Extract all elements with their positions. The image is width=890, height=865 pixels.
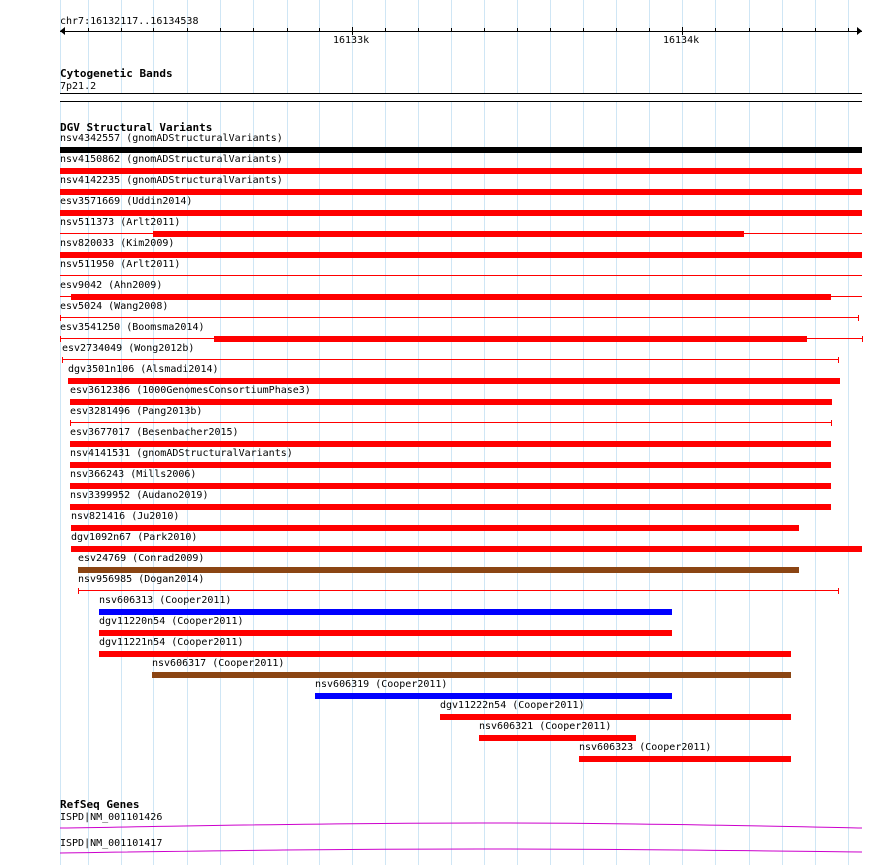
feature-label[interactable]: nsv366243 (Mills2006) [70, 469, 197, 480]
feature-label[interactable]: esv3612386 (1000GenomesConsortiumPhase3) [70, 385, 311, 396]
feature-label[interactable]: nsv511950 (Arlt2011) [60, 259, 181, 270]
dgv-track-title: DGV Structural Variants [60, 121, 213, 134]
feature-label[interactable]: nsv4142235 (gnomADStructuralVariants) [60, 175, 283, 186]
cytoband-track-title: Cytogenetic Bands [60, 67, 173, 80]
feature-label[interactable]: nsv606323 (Cooper2011) [579, 742, 712, 753]
ruler-tick-label: 16133k [333, 35, 370, 46]
feature-label[interactable]: esv2734049 (Wong2012b) [62, 343, 195, 354]
feature-label[interactable]: esv24769 (Conrad2009) [78, 553, 205, 564]
gene-line [60, 823, 862, 828]
feature-label[interactable]: nsv511373 (Arlt2011) [60, 217, 181, 228]
refseq-track-title: RefSeq Genes [60, 798, 140, 811]
cytoband-label: 7p21.2 [60, 81, 97, 92]
feature-label[interactable]: nsv606319 (Cooper2011) [315, 679, 448, 690]
feature-label[interactable]: nsv3399952 (Audano2019) [70, 490, 209, 501]
feature-label[interactable]: esv3571669 (Uddin2014) [60, 196, 193, 207]
feature-label[interactable]: nsv606313 (Cooper2011) [99, 595, 232, 606]
gene-label[interactable]: ISPD|NM_001101426 [60, 812, 163, 823]
feature-label[interactable]: nsv820033 (Kim2009) [60, 238, 175, 249]
feature-label[interactable]: dgv11221n54 (Cooper2011) [99, 637, 244, 648]
feature-label[interactable]: esv3281496 (Pang2013b) [70, 406, 203, 417]
feature-label[interactable]: dgv3501n106 (Alsmadi2014) [68, 364, 219, 375]
feature-label[interactable]: dgv1092n67 (Park2010) [71, 532, 198, 543]
feature-label[interactable]: nsv821416 (Ju2010) [71, 511, 180, 522]
gene-line [60, 849, 862, 853]
feature-label[interactable]: esv9042 (Ahn2009) [60, 280, 163, 291]
feature-label[interactable]: esv5024 (Wang2008) [60, 301, 169, 312]
gene-label[interactable]: ISPD|NM_001101417 [60, 838, 163, 849]
feature-label[interactable]: esv3677017 (Besenbacher2015) [70, 427, 239, 438]
feature-label[interactable]: nsv956985 (Dogan2014) [78, 574, 205, 585]
ruler-tick-label: 16134k [663, 35, 700, 46]
feature-label[interactable]: nsv4150862 (gnomADStructuralVariants) [60, 154, 283, 165]
feature-label[interactable]: esv3541250 (Boomsma2014) [60, 322, 205, 333]
feature-label[interactable]: nsv606317 (Cooper2011) [152, 658, 285, 669]
feature-label[interactable]: nsv4342557 (gnomADStructuralVariants) [60, 133, 283, 144]
feature-label[interactable]: nsv606321 (Cooper2011) [479, 721, 612, 732]
feature-label[interactable]: nsv4141531 (gnomADStructuralVariants) [70, 448, 293, 459]
feature-label[interactable]: dgv11222n54 (Cooper2011) [440, 700, 585, 711]
ruler-range-label: chr7:16132117..16134538 [60, 16, 199, 27]
feature-label[interactable]: dgv11220n54 (Cooper2011) [99, 616, 244, 627]
